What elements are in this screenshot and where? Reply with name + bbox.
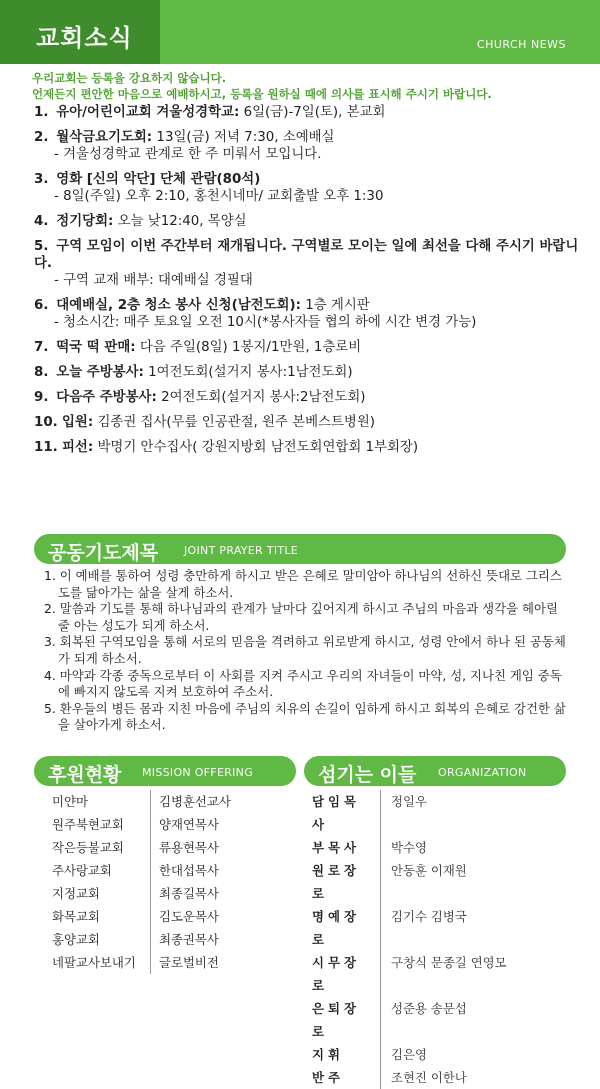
- news-item-number: 4.: [34, 214, 49, 229]
- news-item-line: [34, 171, 582, 188]
- news-item-body: 2여전도회(설거지 봉사:2남전도회): [156, 390, 366, 405]
- news-item-body: 오늘 낮12:40, 목양실: [113, 214, 247, 229]
- mission-pastor: 최종권목사: [150, 928, 219, 951]
- news-item-line: [34, 213, 582, 230]
- organization-table: [312, 790, 507, 1089]
- news-item: [34, 104, 582, 121]
- notice-line-1: 우리교회는 등록을 강요하지 않습니다.: [32, 71, 227, 85]
- news-item-number: 2.: [34, 130, 49, 145]
- prayer-item: 5. 환우들의 병든 몸과 지친 마음에 주님의 치유의 손길이 임하게 하시고 회복의 은혜로 강건한 삶을 살아가게 하소서.: [44, 700, 566, 733]
- news-item-heading: 정기당회:: [56, 214, 114, 229]
- organization-section-title: 섬기는 이들: [318, 764, 417, 786]
- news-item: [34, 238, 582, 289]
- news-item-detail: - 겨울성경학교 관계로 한 주 미뤄서 모입니다.: [54, 147, 322, 162]
- news-item-body: 1여전도회(설거지 봉사:1남전도회): [143, 365, 353, 380]
- organization-row: [312, 859, 507, 905]
- news-item-heading: 영화 [신의 악단] 단체 관람(80석): [56, 172, 261, 187]
- mission-pastor: 최종길목사: [150, 882, 219, 905]
- mission-row: [52, 813, 231, 836]
- news-item-heading: 피선:: [62, 440, 94, 455]
- mission-church: 네팔교사보내기: [52, 955, 136, 970]
- news-item-line: [34, 129, 582, 146]
- mission-section-subtitle: MISSION OFFERING: [142, 766, 254, 779]
- news-item-number: 8.: [34, 365, 49, 380]
- news-item-line: [34, 297, 582, 314]
- organization-section-header: [304, 756, 566, 786]
- mission-church: 작은등불교회: [52, 840, 124, 855]
- organization-row: [312, 905, 507, 951]
- mission-row: [52, 951, 231, 974]
- news-item-heading: 유아/어린이교회 겨울성경학교:: [56, 105, 240, 120]
- news-item-heading: 월삭금요기도회:: [56, 130, 153, 145]
- mission-church: 화목교회: [52, 909, 100, 924]
- news-item-heading: 대예배실, 2층 청소 봉사 신청(남전도회):: [56, 298, 301, 313]
- organization-role: 지휘: [312, 1043, 381, 1066]
- news-item-detail: - 구역 교재 배부: 대예배실 경필대: [54, 273, 253, 288]
- news-item-number: 11.: [34, 440, 58, 455]
- prayer-item: 3. 회복된 구역모임을 통해 서로의 믿음을 격려하고 위로받게 하시고, 성령 안에서 하나 된 공동체가 되게 하소서.: [44, 634, 566, 666]
- notice-line-2: 언제든지 편안한 마음으로 예배하시고, 등록을 원하실 때에 의사를 표시해 주시기 바랍니다.: [32, 87, 492, 101]
- news-item-heading: 다음주 주방봉사:: [56, 390, 157, 405]
- news-item-line: [34, 414, 582, 431]
- organization-role: 담임목사: [312, 790, 381, 836]
- news-item-number: 10.: [34, 415, 58, 430]
- news-item-line: [34, 104, 582, 121]
- organization-role: 원로장로: [312, 859, 381, 905]
- news-item-body: 6일(금)-7일(토), 본교회: [239, 105, 386, 120]
- news-item-detail: - 청소시간: 매주 토요일 오전 10시(*봉사자들 협의 하에 시간 변경 가능): [54, 315, 477, 330]
- organization-row: [312, 790, 507, 836]
- news-item-line: [34, 389, 582, 406]
- organization-row: [312, 1043, 507, 1066]
- organization-row: [312, 997, 507, 1043]
- organization-role: 시무장로: [312, 951, 381, 997]
- mission-row: [52, 790, 231, 813]
- news-item-body: 1층 게시판: [300, 298, 370, 313]
- news-item: [34, 439, 582, 456]
- mission-pastor: 김병훈선교사: [150, 790, 231, 813]
- news-item-line: [34, 439, 582, 456]
- mission-section-header: [34, 756, 296, 786]
- prayer-section-subtitle: JOINT PRAYER TITLE: [184, 544, 299, 557]
- organization-role: 반주: [312, 1066, 381, 1089]
- organization-row: [312, 836, 507, 859]
- news-item-number: 1.: [34, 105, 49, 120]
- mission-table: [52, 790, 231, 974]
- news-item-body: 13일(금) 저녁 7:30, 소예배실: [152, 130, 335, 145]
- prayer-section-title: 공동기도제목: [48, 542, 159, 564]
- mission-church: 미얀마: [52, 794, 88, 809]
- prayer-section-header: [34, 534, 566, 564]
- prayer-item: 2. 말씀과 기도를 통해 하나님과의 관계가 날마다 깊어지게 하시고 주님의 마음과 생각을 헤아릴 줄 아는 성도가 되게 하소서.: [44, 601, 558, 633]
- mission-row: [52, 928, 231, 951]
- organization-names: 조현진 이한나: [391, 1070, 467, 1085]
- organization-role: 은퇴장로: [312, 997, 381, 1043]
- news-item-body: 박명기 안수집사( 강원지방회 남전도회연합회 1부회장): [93, 440, 419, 455]
- organization-names: 김은영: [391, 1047, 427, 1062]
- mission-pastor: 김도운목사: [150, 905, 219, 928]
- news-item-line: [34, 238, 582, 272]
- mission-row: [52, 882, 231, 905]
- news-item: [34, 339, 582, 356]
- news-item-line: [34, 364, 582, 381]
- organization-section-subtitle: ORGANIZATION: [438, 766, 527, 779]
- mission-church: 홍양교회: [52, 932, 100, 947]
- organization-role: 명예장로: [312, 905, 381, 951]
- mission-church: 지정교회: [52, 886, 100, 901]
- organization-role: 부목사: [312, 836, 381, 859]
- news-item-heading: 오늘 주방봉사:: [56, 365, 144, 380]
- mission-pastor: 양재연목사: [150, 813, 219, 836]
- page-subtitle: CHURCH NEWS: [476, 38, 566, 51]
- news-item: [34, 213, 582, 230]
- news-item: [34, 364, 582, 381]
- organization-names: 정일우: [391, 794, 427, 809]
- mission-row: [52, 905, 231, 928]
- mission-pastor: 한대섭목사: [150, 859, 219, 882]
- prayer-item: 1. 이 예배를 통하여 성령 충만하게 하시고 받은 은혜로 말미암아 하나님의 선하신 뜻대로 그리스도를 닮아가는 삶을 살게 하소서.: [44, 568, 562, 600]
- organization-names: 김기수 김병국: [391, 909, 467, 924]
- news-item-number: 6.: [34, 298, 49, 313]
- mission-church: 원주북현교회: [52, 817, 124, 832]
- news-item: [34, 297, 582, 331]
- organization-names: 박수영: [391, 840, 427, 855]
- organization-names: 안동훈 이재원: [391, 863, 467, 878]
- news-item-number: 7.: [34, 340, 49, 355]
- news-item-heading: 구역 모임이 이번 주간부터 재개됩니다. 구역별로 모이는 일에 최선을 다해 주시기 바랍니다.: [34, 239, 579, 271]
- organization-names: 구창식 문종길 연영모: [391, 955, 507, 970]
- news-item: [34, 389, 582, 406]
- news-item-line: [34, 339, 582, 356]
- mission-section-title: 후원현황: [48, 764, 122, 786]
- news-item: [34, 171, 582, 205]
- mission-church: 주사랑교회: [52, 863, 112, 878]
- mission-row: [52, 836, 231, 859]
- news-item-number: 9.: [34, 390, 49, 405]
- news-item-heading: 입원:: [62, 415, 94, 430]
- news-item: [34, 414, 582, 431]
- prayer-list: [44, 568, 566, 734]
- news-item-body: 김종권 집사(무릎 인공관절, 원주 본베스트병원): [93, 415, 375, 430]
- organization-row: [312, 951, 507, 997]
- organization-row: [312, 1066, 507, 1089]
- news-item-number: 3.: [34, 172, 49, 187]
- news-item: [34, 129, 582, 163]
- news-item-heading: 떡국 떡 판매:: [56, 340, 136, 355]
- mission-pastor: 글로벌비전: [150, 951, 219, 974]
- news-item-detail: - 8일(주일) 오후 2:10, 홍천시네마/ 교회출발 오후 1:30: [54, 189, 384, 204]
- page-title: 교회소식: [36, 24, 133, 52]
- prayer-item: 4. 마약과 각종 중독으로부터 이 사회를 지켜 주시고 우리의 자녀들이 마약, 성, 지나친 게임 중독에 빠지지 않도록 지켜 보호하여 주소서.: [44, 667, 562, 700]
- news-item-number: 5.: [34, 239, 49, 254]
- mission-row: [52, 859, 231, 882]
- news-list: [34, 104, 582, 464]
- organization-names: 성준용 송문섭: [391, 1001, 467, 1016]
- mission-pastor: 류용현목사: [150, 836, 219, 859]
- news-item-body: 다음 주일(8일) 1봉지/1만원, 1층로비: [135, 340, 362, 355]
